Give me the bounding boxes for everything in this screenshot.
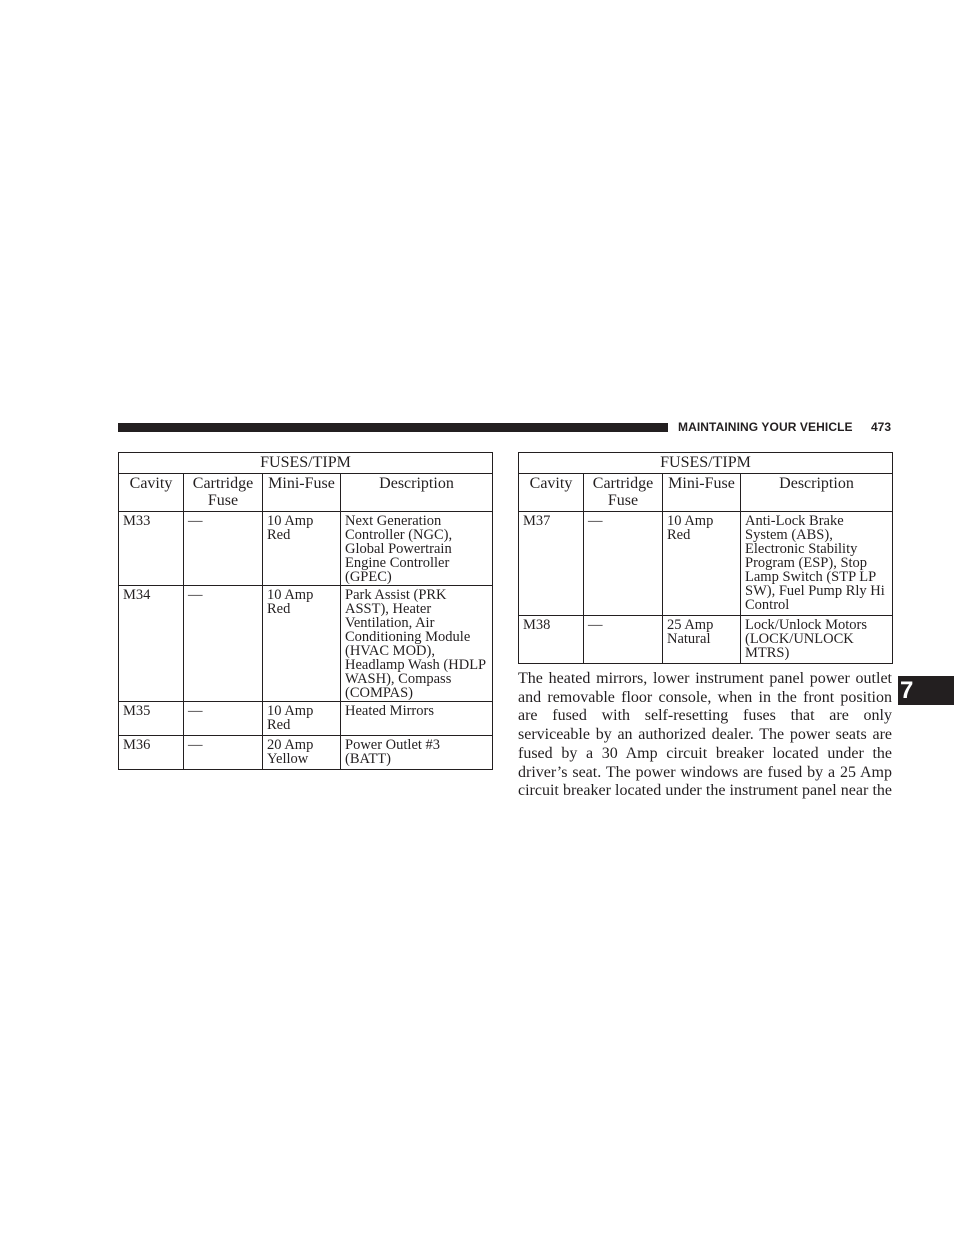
cavity-cell: M38 [519,616,584,664]
description-cell: Lock/Unlock Motors (LOCK/UNLOCK MTRS) [741,616,893,664]
table-row [119,702,493,736]
cavity-cell: M37 [519,512,584,616]
description-cell: Power Outlet #3 (BATT) [341,736,493,770]
cavity-cell: M36 [119,736,184,770]
column-header-mini-fuse: Mini-Fuse [663,474,741,512]
column-header-cavity: Cavity [519,474,584,512]
cavity-cell: M34 [119,586,184,702]
column-header-cavity: Cavity [119,474,184,512]
cartridge-cell: — [184,512,263,586]
table-row [119,586,493,702]
description-cell: Anti-Lock Brake System (ABS), Electronic Stability Program (ESP), Stop Lamp Switch (STP LP SW), Fuel Pump Rly Hi Control [741,512,893,616]
running-header-section: MAINTAINING YOUR VEHICLE [678,420,853,434]
column-header-mini-fuse: Mini-Fuse [263,474,341,512]
mini-fuse-cell: 10 Amp Red [263,702,341,736]
column-header-cartridge-fuse: Cartridge Fuse [184,474,263,512]
description-cell: Heated Mirrors [341,702,493,736]
cartridge-cell: — [184,586,263,702]
description-cell: Next Generation Controller (NGC), Global Powertrain Engine Controller (GPEC) [341,512,493,586]
cavity-cell: M33 [119,512,184,586]
mini-fuse-cell: 10 Amp Red [663,512,741,616]
table-title: FUSES/TIPM [519,453,893,474]
column-header-description: Description [341,474,493,512]
fuse-table-right [518,452,893,664]
mini-fuse-cell: 10 Amp Red [263,586,341,702]
cartridge-cell: — [184,702,263,736]
page-number: 473 [871,420,892,434]
chapter-tab: 7 [898,676,954,705]
mini-fuse-cell: 25 Amp Natural [663,616,741,664]
column-header-cartridge-fuse: Cartridge Fuse [584,474,663,512]
fuse-table-left [118,452,493,770]
column-header-description: Description [741,474,893,512]
cartridge-cell: — [184,736,263,770]
table-row [519,616,893,664]
mini-fuse-cell: 10 Amp Red [263,512,341,586]
header-rule [118,423,668,432]
description-cell: Park Assist (PRK ASST), Heater Ventilation, Air Conditioning Module (HVAC MOD), Headlamp Wash (HDLP WASH), Compass (COMPAS) [341,586,493,702]
table-row [119,512,493,586]
cartridge-cell: — [584,512,663,616]
mini-fuse-cell: 20 Amp Yellow [263,736,341,770]
cartridge-cell: — [584,616,663,664]
table-title: FUSES/TIPM [119,453,493,474]
table-row [119,736,493,770]
cavity-cell: M35 [119,702,184,736]
body-paragraph: The heated mirrors, lower instrument panel power outlet and removable floor console, when in the front position are fused with self-resetting fuses that are only serviceable by an authorized dealer. The power seats are fused by a 30 Amp circuit breaker located under the driver’s seat. The power windows are fused by a 25 Amp circuit breaker located under the instrument panel near the [518,670,892,800]
table-row [519,512,893,616]
